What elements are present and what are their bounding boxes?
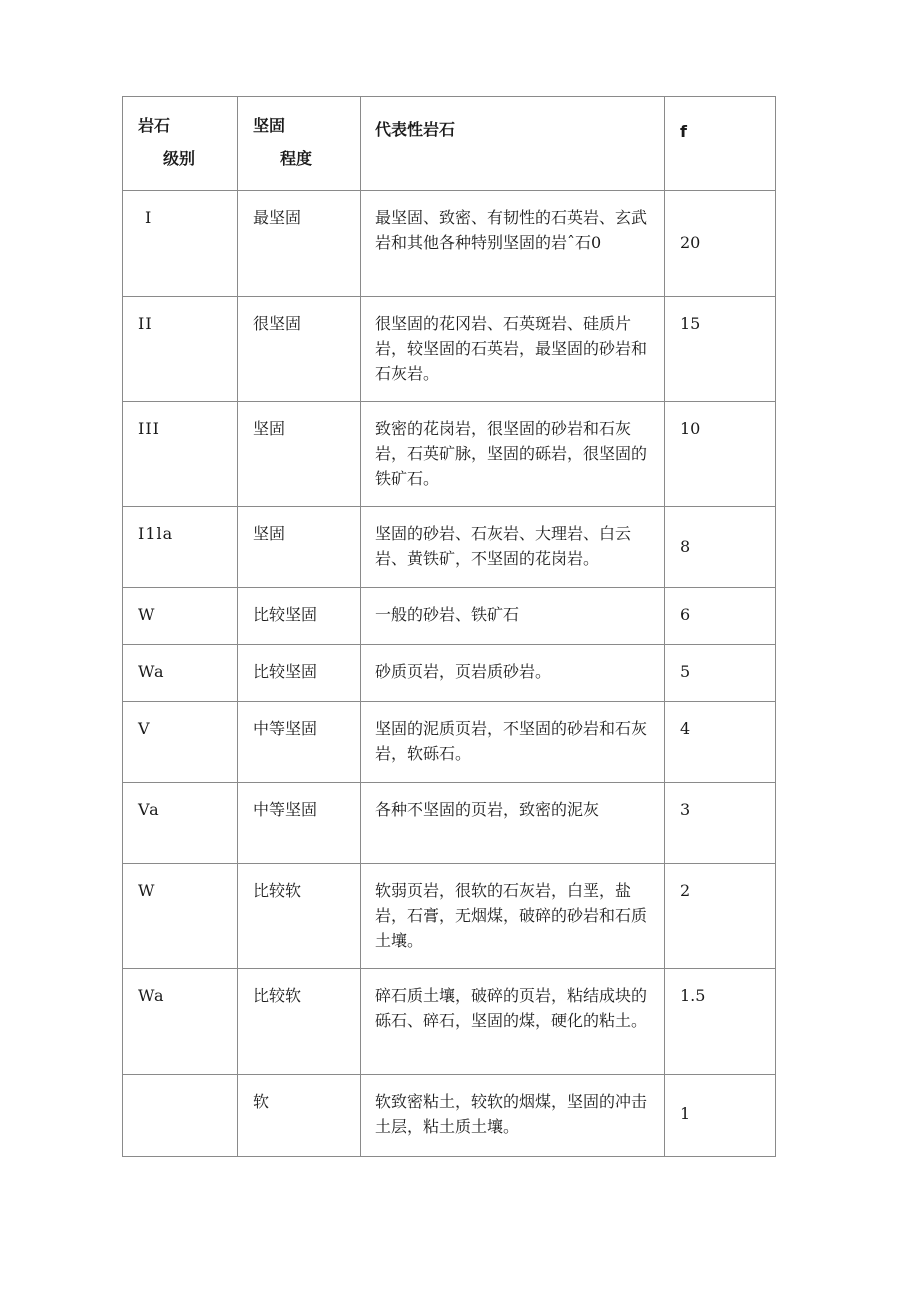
grade-cell: W: [123, 864, 238, 969]
header-grade: [123, 97, 238, 191]
rock-cell: 很坚固的花冈岩、石英斑岩、硅质片岩，较坚固的石英岩，最坚固的砂岩和石灰岩。: [361, 297, 665, 402]
header-hardness: [238, 97, 361, 191]
rock-cell: 最坚固、致密、有韧性的石英岩、玄武岩和其他各种特别坚固的岩ˆ石0: [361, 191, 665, 297]
grade-cell: II: [123, 297, 238, 402]
header-grade-line2: 级别: [163, 149, 196, 168]
rock-cell: 软致密粘土，较软的烟煤，坚固的冲击土层，粘土质土壤。: [361, 1075, 665, 1157]
grade-cell: I1la: [123, 507, 238, 588]
hardness-cell: 比较软: [238, 864, 361, 969]
rock-cell: 致密的花岗岩，很坚固的砂岩和石灰岩，石英矿脉，坚固的砾岩，很坚固的铁矿石。: [361, 402, 665, 507]
rock-cell: 一般的砂岩、铁矿石: [361, 588, 665, 645]
rock-cell: 各种不坚固的页岩，致密的泥灰: [361, 783, 665, 864]
f-cell: 4: [665, 702, 776, 783]
table-row: [123, 645, 776, 702]
grade-cell: W: [123, 588, 238, 645]
f-cell: 1: [665, 1075, 776, 1157]
grade-cell: Va: [123, 783, 238, 864]
rock-cell: 软弱页岩，很软的石灰岩，白垩，盐岩，石膏，无烟煤，破碎的砂岩和石质土壤。: [361, 864, 665, 969]
grade-cell: III: [123, 402, 238, 507]
header-rock: [361, 97, 665, 191]
header-rock-label: 代表性岩石: [375, 120, 456, 139]
grade-cell: I: [123, 191, 238, 297]
grade-cell: V: [123, 702, 238, 783]
hardness-cell: 最坚固: [238, 191, 361, 297]
hardness-cell: 软: [238, 1075, 361, 1157]
header-hardness-line1: 坚固: [253, 116, 286, 135]
header-hardness-line2: 程度: [280, 149, 313, 168]
f-cell: 15: [665, 297, 776, 402]
hardness-cell: 中等坚固: [238, 702, 361, 783]
table-row: [123, 507, 776, 588]
hardness-cell: 中等坚固: [238, 783, 361, 864]
header-f: [665, 97, 776, 191]
f-cell: 1.5: [665, 969, 776, 1075]
header-grade-line1: 岩石: [138, 116, 171, 135]
header-f-label: f: [680, 122, 687, 141]
table-row: [123, 1075, 776, 1157]
table-row: [123, 783, 776, 864]
hardness-cell: 坚固: [238, 402, 361, 507]
table-row: [123, 191, 776, 297]
hardness-cell: 比较软: [238, 969, 361, 1075]
f-cell: 20: [665, 191, 776, 297]
table-row: [123, 297, 776, 402]
rock-cell: 砂质页岩，页岩质砂岩。: [361, 645, 665, 702]
f-cell: 10: [665, 402, 776, 507]
hardness-cell: 很坚固: [238, 297, 361, 402]
hardness-cell: 比较坚固: [238, 588, 361, 645]
grade-cell: [123, 1075, 238, 1157]
table-row: [123, 702, 776, 783]
f-cell: 3: [665, 783, 776, 864]
grade-cell: Wa: [123, 969, 238, 1075]
grade-cell: Wa: [123, 645, 238, 702]
table-row: [123, 969, 776, 1075]
table-row: [123, 588, 776, 645]
f-cell: 2: [665, 864, 776, 969]
f-cell: 5: [665, 645, 776, 702]
table-header-row: [123, 97, 776, 191]
rock-cell: 坚固的泥质页岩，不坚固的砂岩和石灰岩，软砾石。: [361, 702, 665, 783]
rock-cell: 坚固的砂岩、石灰岩、大理岩、白云岩、黄铁矿，不坚固的花岗岩。: [361, 507, 665, 588]
f-cell: 6: [665, 588, 776, 645]
hardness-cell: 比较坚固: [238, 645, 361, 702]
rock-cell: 碎石质土壤，破碎的页岩，粘结成块的砾石、碎石，坚固的煤，硬化的粘土。: [361, 969, 665, 1075]
rock-hardness-table: [122, 96, 776, 1157]
table-row: [123, 864, 776, 969]
table-row: [123, 402, 776, 507]
f-cell: 8: [665, 507, 776, 588]
hardness-cell: 坚固: [238, 507, 361, 588]
